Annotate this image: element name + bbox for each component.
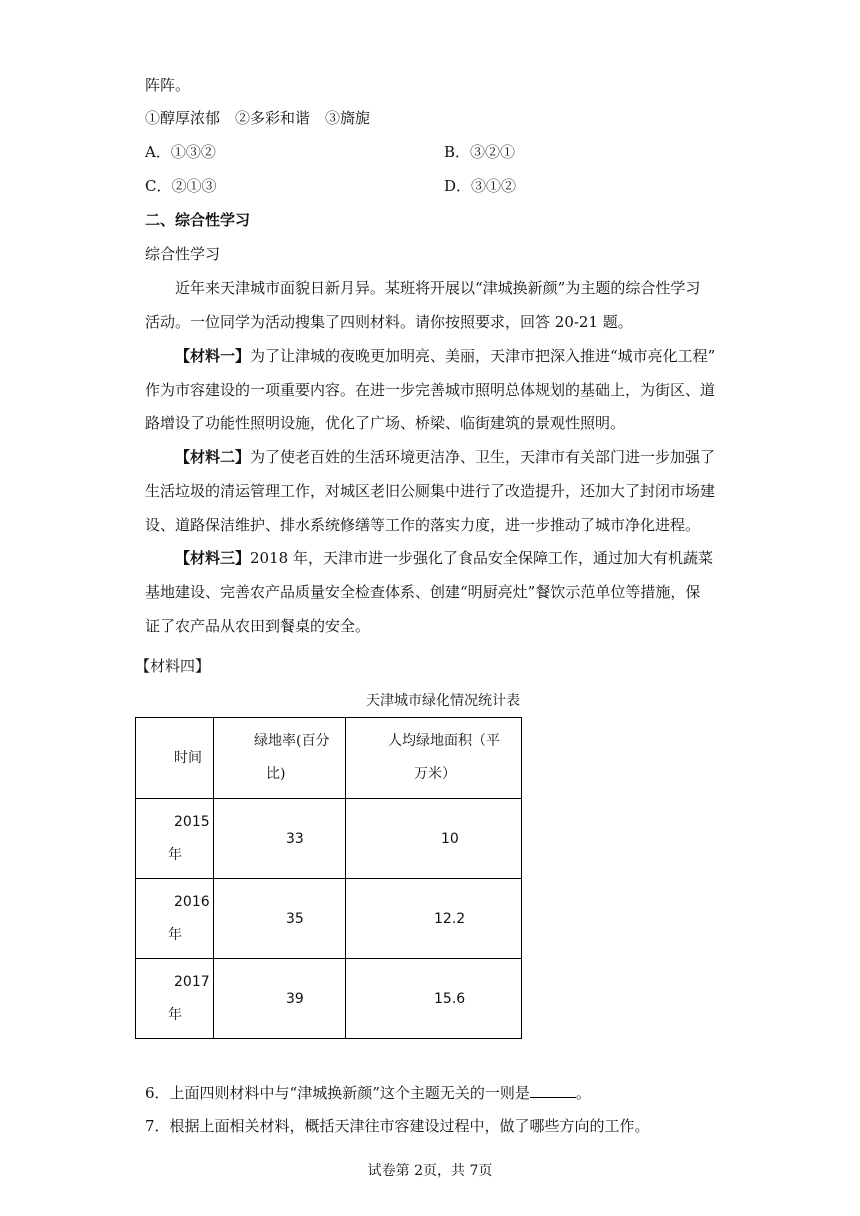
material-text: 作为市容建设的一项重要内容。在进一步完善城市照明总体规划的基础上，为街区、道 (145, 381, 716, 399)
area-value: 12.2 (434, 911, 466, 927)
material-text: 基地建设、完善农产品质量安全检查体系、创建“明厨亮灶”餐饮示范单位等措施，保 (145, 583, 701, 601)
header-label: 绿地率(百分 (254, 733, 330, 749)
option-d: D．③①② (444, 177, 517, 195)
table-row (136, 959, 522, 1039)
question-6 (145, 1082, 591, 1103)
rate-value: 33 (286, 831, 304, 847)
year-cell (136, 879, 214, 959)
question-end: 。 (575, 1084, 591, 1102)
rate-cell (214, 799, 346, 879)
intro-line: 活动。一位同学为活动搜集了四则材料。请你按照要求，回答 20-21 题。 (145, 313, 633, 331)
header-label: 万米） (414, 766, 456, 782)
question-tail: 阵阵。 (145, 76, 191, 94)
header-cell-time (136, 718, 214, 799)
material-text: 为了让津城的夜晚更加明亮、美丽，天津市把深入推进“城市亮化工程” (250, 347, 716, 365)
material-two-line (175, 446, 715, 467)
question-7: 7．根据上面相关材料，概括天津往市容建设过程中，做了哪些方向的工作。 (145, 1117, 650, 1135)
area-cell (346, 799, 522, 879)
table-title: 天津城市绿化情况统计表 (366, 693, 520, 709)
rate-value: 39 (286, 991, 304, 1007)
year-unit: 年 (168, 927, 182, 943)
material-four-tag: 【材料四】 (135, 657, 211, 675)
material-text: 路增设了功能性照明设施，优化了广场、桥梁、临街建筑的景观性照明。 (145, 414, 626, 432)
answer-blank[interactable] (530, 1083, 576, 1098)
year-unit: 年 (168, 1007, 182, 1023)
material-three-line (175, 547, 713, 568)
material-text: 证了农产品从农田到餐桌的安全。 (145, 617, 371, 635)
header-cell-area (346, 718, 522, 799)
material-one-line (175, 345, 715, 366)
material-tag: 【材料三】 (175, 549, 251, 567)
header-label: 人均绿地面积（平 (388, 733, 500, 749)
rate-cell (214, 959, 346, 1039)
header-cell-rate (214, 718, 346, 799)
material-tag: 【材料一】 (175, 347, 251, 365)
header-label: 时间 (174, 750, 202, 766)
table-row (136, 879, 522, 959)
rate-cell (214, 879, 346, 959)
area-cell (346, 959, 522, 1039)
year-value: 2017 (174, 974, 210, 990)
area-value: 15.6 (434, 991, 466, 1007)
material-text: 生活垃圾的清运管理工作，对城区老旧公厕集中进行了改造提升，还加大了封闭市场建 (145, 482, 716, 500)
section-heading: 二、综合性学习 (145, 211, 251, 229)
option-c: C．②①③ (145, 177, 217, 195)
intro-line: 近年来天津城市面貌日新月异。某班将开展以“津城换新颜”为主题的综合性学习 (175, 279, 701, 297)
area-value: 10 (441, 831, 459, 847)
year-value: 2015 (174, 814, 210, 830)
table-row (136, 799, 522, 879)
year-value: 2016 (174, 894, 210, 910)
table-header-row (136, 718, 522, 799)
material-tag: 【材料二】 (175, 448, 251, 466)
header-label: 比) (266, 766, 286, 782)
rate-value: 35 (286, 911, 304, 927)
section-subheading: 综合性学习 (145, 245, 221, 263)
year-cell (136, 959, 214, 1039)
greening-stats-table (135, 717, 522, 1039)
material-text: 为了使老百姓的生活环境更洁净、卫生，天津市有关部门进一步加强了 (250, 448, 716, 466)
option-a: A．①③② (145, 143, 216, 161)
material-text: 设、道路保洁维护、排水系统修缮等工作的落实力度，进一步推动了城市净化进程。 (145, 516, 701, 534)
year-unit: 年 (168, 847, 182, 863)
question-text: 6．上面四则材料中与“津城换新颜”这个主题无关的一则是 (145, 1084, 530, 1102)
option-b: B．③②① (444, 143, 516, 161)
year-cell (136, 799, 214, 879)
material-text: 2018 年，天津市进一步强化了食品安全保障工作，通过加大有机蔬菜 (250, 549, 713, 567)
page-footer: 试卷第 2页，共 7页 (367, 1163, 493, 1179)
choice-words: ①醇厚浓郁 ②多彩和谐 ③旖旎 (145, 109, 371, 127)
area-cell (346, 879, 522, 959)
